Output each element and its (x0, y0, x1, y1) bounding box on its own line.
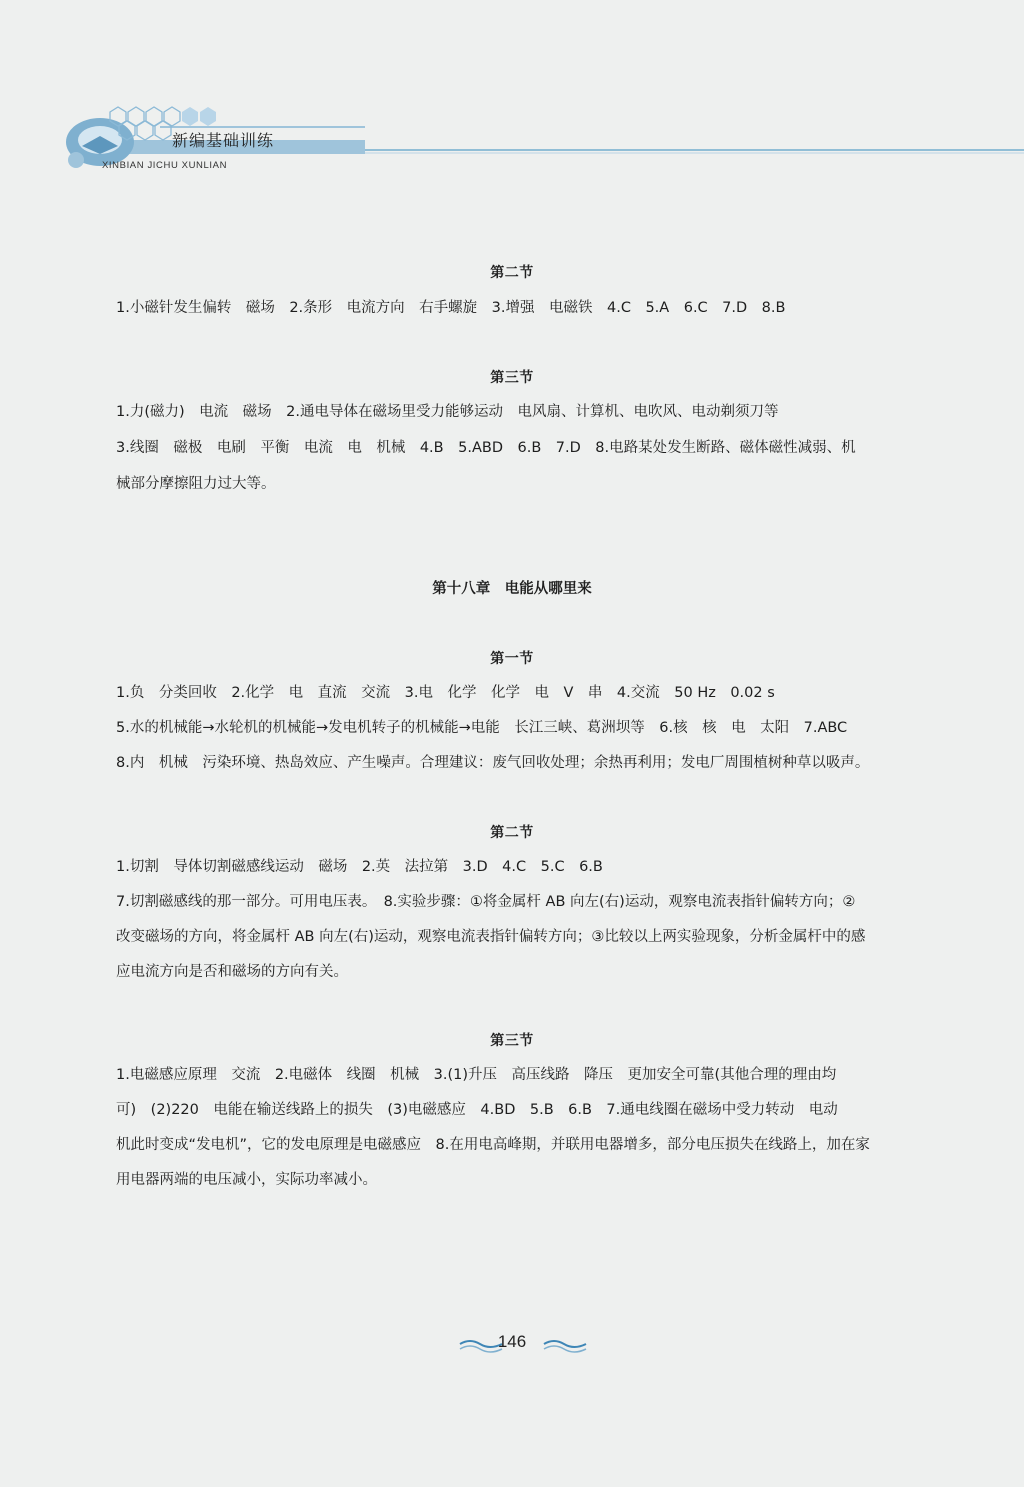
answer-line: 8.内 机械 污染环境、热岛效应、产生噪声。合理建议：废气回收处理；余热再利用；发电厂周围植树种草以吸声。 (116, 755, 870, 771)
answer-line: 应电流方向是否和磁场的方向有关。 (116, 964, 348, 980)
answer-line: 5.水的机械能→水轮机的机械能→发电机转子的机械能→电能 长江三峡、葛洲坝等 6.核 核 电 太阳 7.ABC (116, 720, 848, 736)
answer-line: 用电器两端的电压减小，实际功率减小。 (116, 1172, 377, 1188)
answer-line: 1.力(磁力) 电流 磁场 2.通电导体在磁场里受力能够运动 电风扇、计算机、电吹风、电动剃须刀等 (116, 404, 779, 420)
answer-line: 械部分摩擦阻力过大等。 (116, 476, 276, 492)
section-title: 第二节 (490, 265, 534, 281)
answer-line: 机此时变成“发电机”，它的发电原理是电磁感应 8.在用电高峰期，并联用电器增多，部分电压损失在线路上，加在家 (116, 1137, 870, 1153)
answer-line: 3.线圈 磁极 电刷 平衡 电流 电 机械 4.B 5.ABD 6.B 7.D 8.电路某处发生断路、磁体磁性减弱、机 (116, 440, 856, 456)
answer-line: 1.电磁感应原理 交流 2.电磁体 线圈 机械 3.(1)升压 高压线路 降压 更加安全可靠(其他合理的理由均 (116, 1067, 837, 1083)
section-title: 第二节 (490, 825, 534, 841)
answer-line: 7.切割磁感线的那一部分。可用电压表。 8.实验步骤：①将金属杆 AB 向左(右)运动，观察电流表指针偏转方向；② (116, 894, 856, 910)
answer-line: 1.负 分类回收 2.化学 电 直流 交流 3.电 化学 化学 电 V 串 4.交流 50 Hz 0.02 s (116, 685, 775, 701)
section-title: 第一节 (490, 651, 534, 667)
series-subtitle: XINBIAN JICHU XUNLIAN (102, 160, 228, 171)
answer-line: 1.小磁针发生偏转 磁场 2.条形 电流方向 右手螺旋 3.增强 电磁铁 4.C 5.A 6.C 7.D 8.B (116, 300, 786, 316)
answer-line: 可) (2)220 电能在输送线路上的损失 (3)电磁感应 4.BD 5.B 6.B 7.通电线圈在磁场中受力转动 电动 (116, 1102, 838, 1118)
section-title: 第三节 (490, 1033, 534, 1049)
answer-line: 改变磁场的方向，将金属杆 AB 向左(右)运动，观察电流表指针偏转方向；③比较以上两实验现象，分析金属杆中的感 (116, 929, 866, 945)
right-wave-ornament (540, 1338, 590, 1354)
answer-line: 1.切割 导体切割磁感线运动 磁场 2.英 法拉第 3.D 4.C 5.C 6.B (116, 859, 603, 875)
page-header (0, 0, 1024, 200)
chapter-title: 第十八章 电能从哪里来 (432, 581, 592, 597)
series-title: 新编基础训练 (172, 131, 275, 150)
page-number: 146 (497, 1332, 527, 1351)
section-title: 第三节 (490, 370, 534, 386)
